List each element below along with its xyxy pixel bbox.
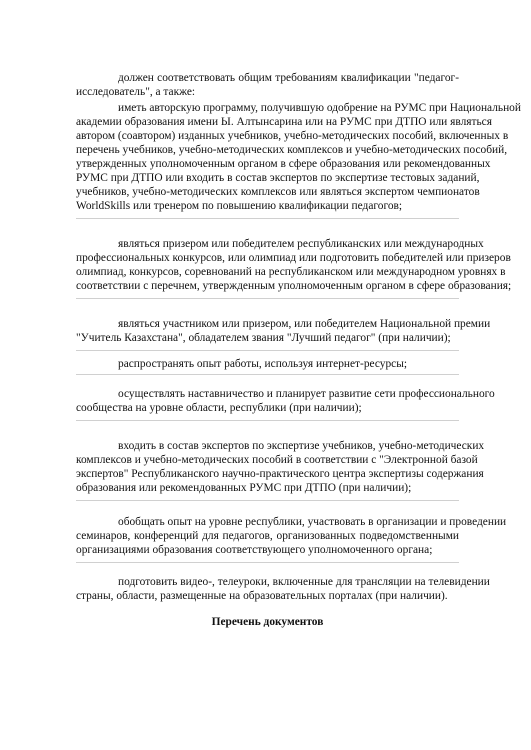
criterion-2-line-2: профессиональных конкурсов, или олимпиад или подготовить победителей или призеров <box>76 252 511 264</box>
criterion-1-line-7: учебников, учебно-методических комплексов или являться экспертом чемпионатов <box>76 186 480 198</box>
criterion-1-line-6: РУМС при ДТПО или входить в состав экспертов по экспертизе тестовых заданий, <box>76 172 480 184</box>
block-divider <box>76 500 459 501</box>
criterion-1-line-5: утвержденных уполномоченным органом в сфере образования или рекомендованных <box>76 158 491 170</box>
criterion-4-line-1: распространять опыт работы, используя интернет-ресурсы; <box>118 358 408 370</box>
criterion-3-line-1: являться участником или призером, или победителем Национальной премии <box>118 318 491 330</box>
criterion-1-line-8: WorldSkills или тренером по повышению квалификации педагогов; <box>76 200 403 212</box>
block-divider <box>76 562 459 563</box>
intro-line-2: исследователь", а также: <box>76 86 196 98</box>
criterion-7-line-1: обобщать опыт на уровне республики, участвовать в организации и проведении <box>118 516 507 528</box>
criterion-1-line-4: перечень учебников, учебно-методических комплексов и учебно-методических пособий, <box>76 144 508 156</box>
criterion-6-line-4: образования или рекомендованных РУМС при ДТПО (при наличии); <box>76 482 412 494</box>
criterion-1-line-1: иметь авторскую программу, получившую одобрение на РУМС при Национальной <box>118 102 521 114</box>
criterion-2-line-4: соответствии с перечнем, утвержденным уполномоченным органом в сфере образования; <box>76 280 512 292</box>
block-divider <box>76 298 459 299</box>
criterion-7-line-2: семинаров, конференций для педагогов, организованных подведомственными <box>76 530 459 542</box>
criterion-6-line-2: комплексов и учебно-методических пособий в соответствии с "Электронной базой <box>76 454 478 466</box>
criterion-3-line-2: "Учитель Казахстана", обладателем звания "Лучший педагог" (при наличии); <box>76 332 451 344</box>
criterion-2-line-3: олимпиад, конкурсов, соревнований на республиканском или международном уровнях в <box>76 266 506 278</box>
criterion-5-line-2: сообщества на уровне области, республики (при наличии); <box>76 402 362 414</box>
block-divider <box>76 374 459 375</box>
criterion-1-line-2: академии образования имени Ы. Алтынсарина или на РУМС при ДТПО или являться <box>76 116 492 128</box>
block-divider <box>76 218 459 219</box>
block-divider <box>76 420 459 421</box>
criterion-2-line-1: являться призером или победителем республиканских или международных <box>118 238 484 250</box>
criterion-8-line-1: подготовить видео-, телеуроки, включенные для трансляции на телевидении <box>118 576 490 588</box>
criterion-6-line-1: входить в состав экспертов по экспертизе учебников, учебно-методических <box>118 440 485 452</box>
intro-line-1: должен соответствовать общим требованиям квалификации "педагог- <box>118 72 459 84</box>
criterion-5-line-1: осуществлять наставничество и планирует развитие сети профессионального <box>118 388 495 400</box>
criterion-1-line-3: автором (соавтором) изданных учебников, учебно-методических пособий, включенных в <box>76 130 509 142</box>
criterion-7-line-3: организациями образования соответствующего уполномоченного органа; <box>76 544 433 556</box>
documents-heading: Перечень документов <box>211 616 324 628</box>
criterion-8-line-2: страны, области, размещенные на образовательных порталах (при наличии). <box>76 590 448 602</box>
criterion-6-line-3: экспертов" Республиканского научно-практического центра экспертизы содержания <box>76 468 484 480</box>
block-divider <box>76 350 459 351</box>
